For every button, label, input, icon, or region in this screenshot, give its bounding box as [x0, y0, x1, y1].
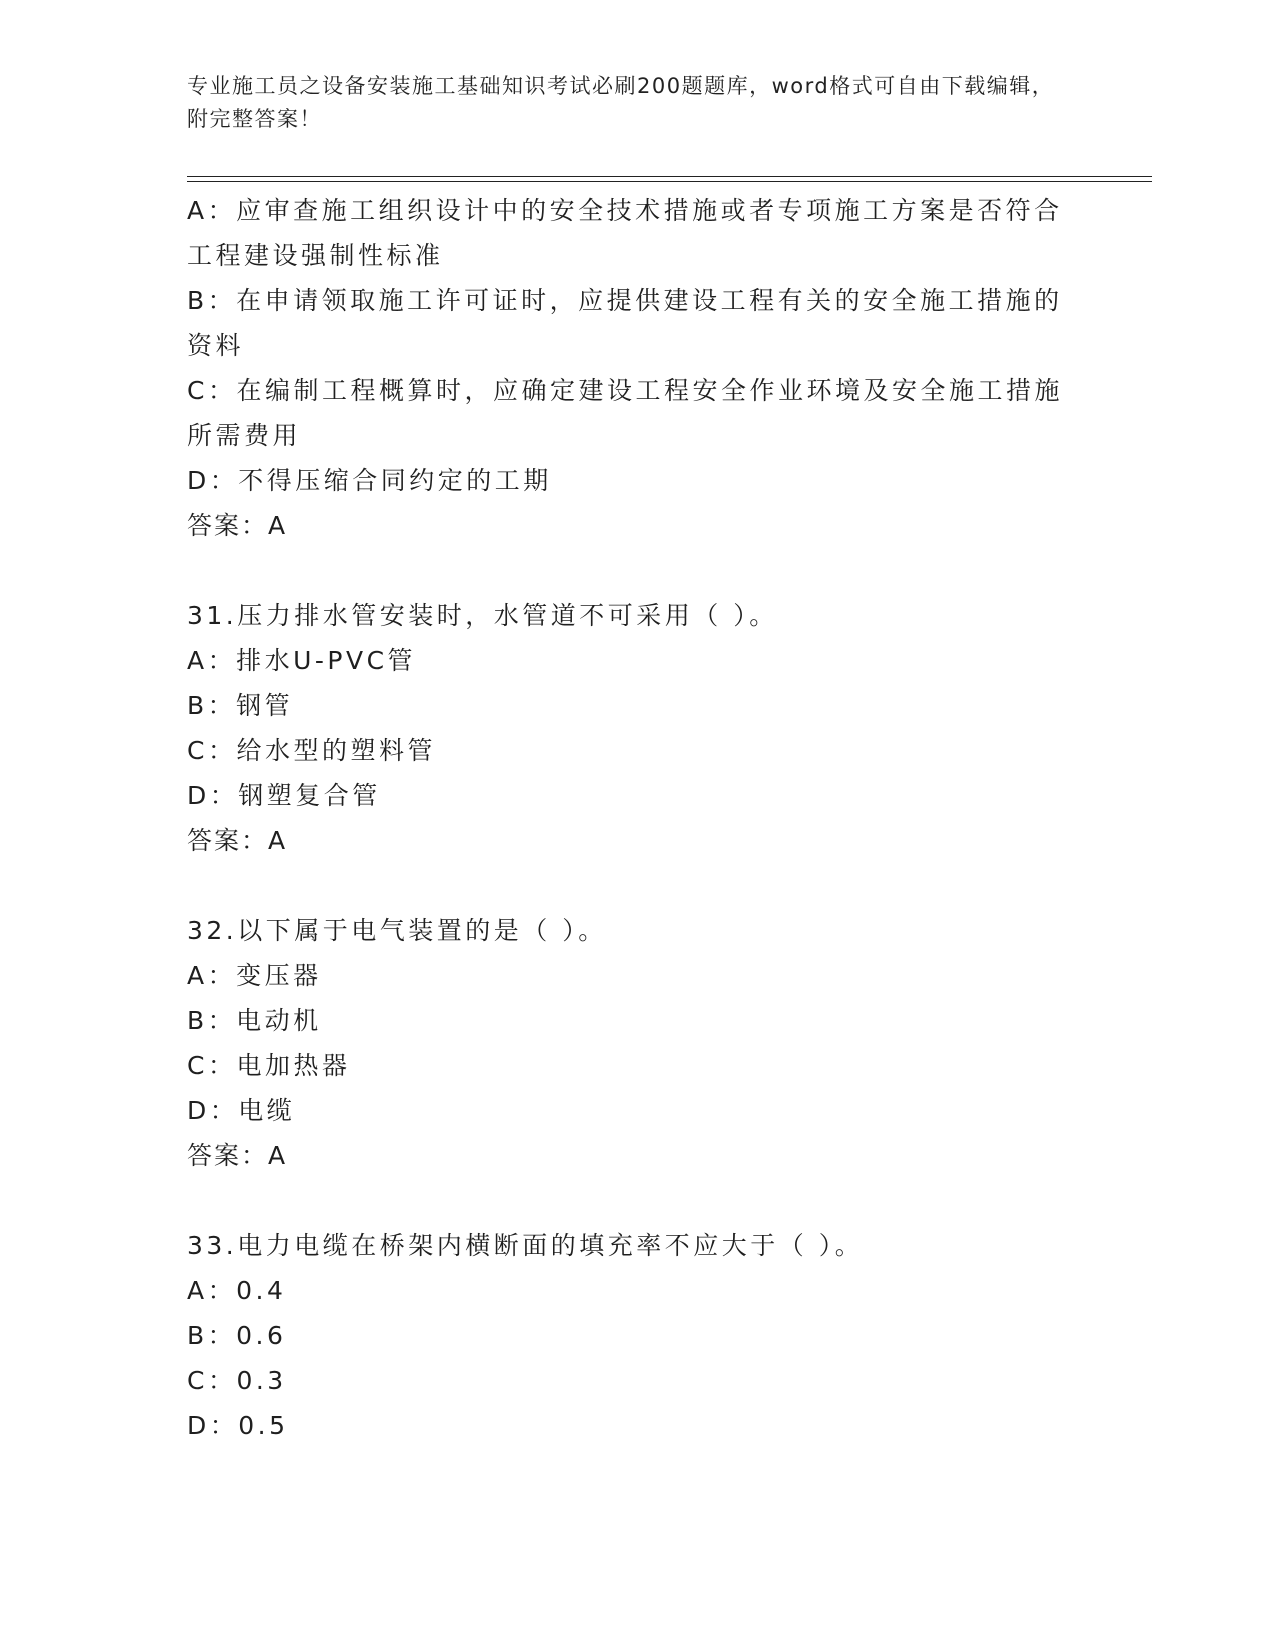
option-c: C：在编制工程概算时，应确定建设工程安全作业环境及安全施工措施所需费用	[187, 376, 1063, 450]
header-divider-top	[187, 176, 1152, 177]
option-b: B：在申请领取施工许可证时，应提供建设工程有关的安全施工措施的资料	[187, 286, 1063, 360]
continued-question	[187, 188, 1087, 548]
answer: 答案：A	[187, 511, 288, 540]
option-d: D：不得压缩合同约定的工期	[187, 466, 552, 495]
option-a: A：变压器	[187, 961, 322, 990]
option-c: C：给水型的塑料管	[187, 736, 436, 765]
answer: 答案：A	[187, 826, 288, 855]
question-32	[187, 908, 1087, 1178]
option-d: D：0.5	[187, 1411, 289, 1440]
spacer	[187, 1178, 1087, 1223]
answer: 答案：A	[187, 1141, 288, 1170]
spacer	[187, 548, 1087, 593]
option-b: B：电动机	[187, 1006, 322, 1035]
option-d: D：钢塑复合管	[187, 781, 381, 810]
question-title: 31.压力排水管安装时，水管道不可采用（ ）。	[187, 601, 778, 630]
option-b: B：钢管	[187, 691, 294, 720]
document-title: 专业施工员之设备安装施工基础知识考试必刷200题题库，word格式可自由下载编辑，附完整答案！	[187, 74, 1055, 131]
option-d: D：电缆	[187, 1096, 296, 1125]
option-a: A：0.4	[187, 1276, 287, 1305]
question-title: 33.电力电缆在桥架内横断面的填充率不应大于（ ）。	[187, 1231, 864, 1260]
document-header	[187, 70, 1067, 136]
option-b: B：0.6	[187, 1321, 287, 1350]
spacer	[187, 863, 1087, 908]
question-33	[187, 1223, 1087, 1448]
option-c: C：电加热器	[187, 1051, 351, 1080]
option-a: A：应审查施工组织设计中的安全技术措施或者专项施工方案是否符合工程建设强制性标准	[187, 196, 1063, 270]
header-divider-bottom	[187, 181, 1152, 182]
question-content	[187, 188, 1087, 1448]
option-c: C：0.3	[187, 1366, 287, 1395]
option-a: A：排水U-PVC管	[187, 646, 417, 675]
question-31	[187, 593, 1087, 863]
question-title: 32.以下属于电气装置的是（ ）。	[187, 916, 607, 945]
